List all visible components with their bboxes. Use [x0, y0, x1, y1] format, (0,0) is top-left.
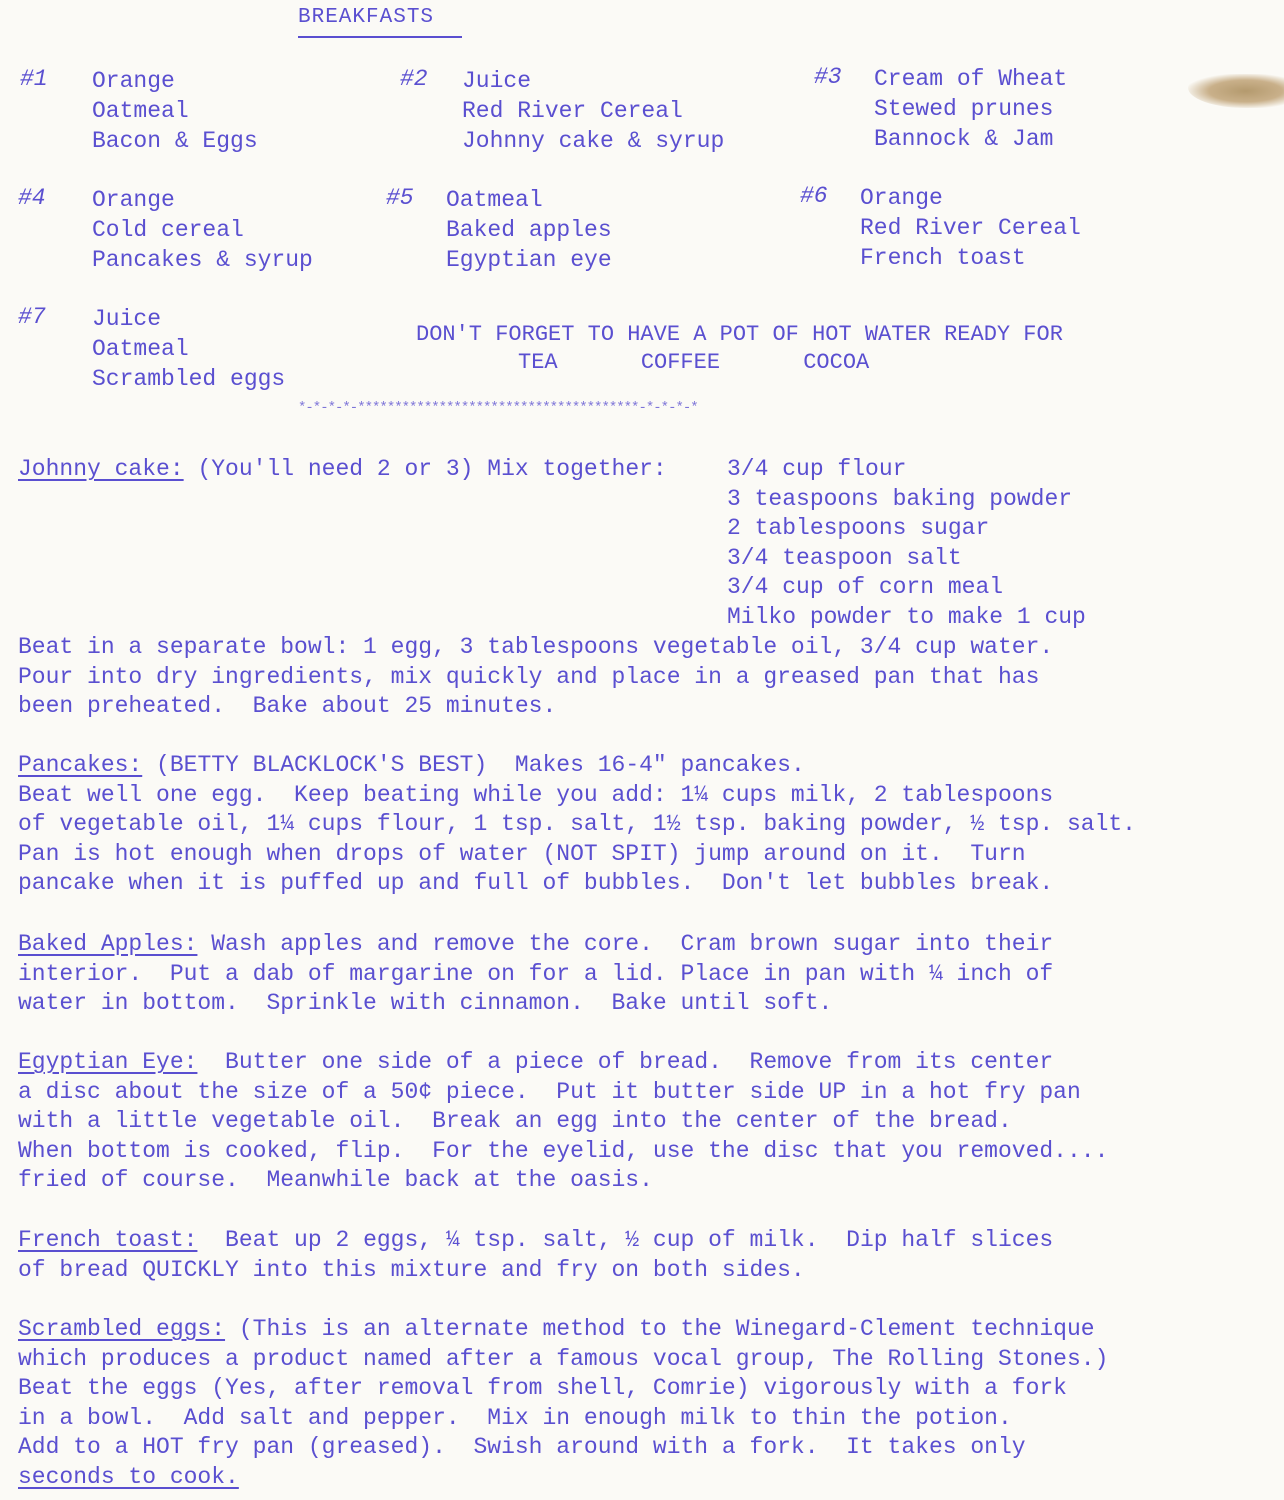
menu-item: Scrambled eggs [92, 366, 286, 392]
menu-number-2: #2 [400, 66, 428, 92]
recipe-line: Beat in a separate bowl: 1 egg, 3 tablespoons vegetable oil, 3/4 cup water. [18, 634, 1054, 660]
ingredient: 3/4 cup flour [727, 456, 907, 482]
recipe-line: interior. Put a dab of margarine on for a lid. Place in pan with ¼ inch of [18, 960, 1054, 987]
recipe-line: which produces a product named after a famous vocal group, The Rolling Stones.) [18, 1345, 1109, 1372]
recipe-label: French toast: [18, 1227, 198, 1253]
menu-items-5 [446, 185, 612, 275]
menu-number-7: #7 [18, 304, 46, 330]
menu-items-7 [92, 304, 285, 394]
menu-items-6 [860, 183, 1081, 273]
recipe-line: in a bowl. Add salt and pepper. Mix in enough milk to thin the potion. [18, 1404, 1012, 1431]
ingredient: 2 tablespoons sugar [727, 515, 990, 542]
recipe-line: fried of course. Meanwhile back at the oasis. [18, 1167, 653, 1194]
menu-item: Stewed prunes [874, 96, 1054, 122]
menu-number-6: #6 [800, 183, 828, 209]
menu-item: Juice [92, 306, 162, 332]
hot-water-notice: DON'T FORGET TO HAVE A POT OF HOT WATER READY FOR [416, 322, 1063, 347]
ingredient: Milko powder to make 1 cup [727, 603, 1086, 630]
recipe-line: Beat well one egg. Keep beating while you add: 1¼ cups milk, 2 tablespoons [18, 781, 1054, 808]
menu-item: Cold cereal [92, 217, 244, 243]
recipe-line: (BETTY BLACKLOCK'S BEST) Makes 16-4" pancakes. [142, 752, 805, 778]
page-title: BREAKFASTS [298, 6, 435, 29]
menu-item: Johnny cake & syrup [462, 128, 725, 154]
menu-item: Pancakes & syrup [92, 247, 313, 273]
recipe-line: with a little vegetable oil. Break an egg into the center of the bread. [18, 1108, 1012, 1135]
menu-item: Oatmeal [446, 187, 543, 213]
menu-item: French toast [860, 245, 1026, 271]
ingredient: 3 teaspoons baking powder [727, 485, 1073, 512]
menu-item: Orange [92, 68, 175, 94]
ingredient: 3/4 cup of corn meal [727, 574, 1004, 601]
menu-items-4 [92, 185, 313, 275]
recipe-line: pancake when it is puffed up and full of bubbles. Don't let bubbles break. [18, 870, 1054, 897]
recipe-line: Wash apples and remove the core. Cram brown sugar into their [197, 931, 1054, 957]
asterisk-separator: *-*-*-*-**************************************-*-*-*-* [298, 400, 698, 416]
recipe-line: When bottom is cooked, flip. For the eyelid, use the disc that you removed.... [18, 1137, 1109, 1164]
drink-item: TEA [518, 350, 558, 375]
recipe-label: Pancakes: [18, 752, 143, 778]
menu-item: Red River Cereal [860, 215, 1081, 241]
menu-item: Cream of Wheat [874, 66, 1068, 92]
recipe-line: Butter one side of a piece of bread. Remove from its center [197, 1049, 1054, 1075]
paper-stain [1188, 74, 1284, 108]
menu-item: Red River Cereal [462, 98, 683, 124]
title-underline [298, 36, 462, 38]
recipe-johnny-cake [18, 455, 667, 485]
menu-item: Orange [92, 187, 175, 213]
recipe-line: a disc about the size of a 50¢ piece. Put it butter side UP in a hot fry pan [18, 1078, 1081, 1105]
recipe-line: of vegetable oil, 1¼ cups flour, 1 tsp. salt, 1½ tsp. baking powder, ½ tsp. salt. [18, 811, 1136, 838]
recipe-egyptian-eye [18, 1048, 1108, 1196]
recipe-french-toast [18, 1226, 1053, 1285]
menu-item: Oatmeal [92, 336, 189, 362]
menu-item: Bannock & Jam [874, 126, 1054, 152]
recipe-line: Beat up 2 eggs, ¼ tsp. salt, ½ cup of milk. Dip half slices [197, 1227, 1054, 1253]
menu-item: Baked apples [446, 217, 612, 243]
menu-items-2 [462, 66, 724, 156]
drink-item: COFFEE [640, 350, 721, 375]
recipe-label: Scrambled eggs: [18, 1316, 226, 1342]
recipe-baked-apples [18, 930, 1053, 1019]
menu-number-4: #4 [18, 185, 46, 211]
menu-item: Oatmeal [92, 98, 189, 124]
recipe-line: seconds to cook. [18, 1463, 239, 1490]
menu-item: Juice [462, 68, 532, 94]
drink-item: COCOA [803, 350, 870, 375]
recipe-line: water in bottom. Sprinkle with cinnamon. Bake until soft. [18, 990, 833, 1017]
menu-number-1: #1 [20, 66, 48, 92]
menu-number-5: #5 [386, 185, 414, 211]
ingredient: 3/4 teaspoon salt [727, 544, 962, 571]
menu-items-3 [874, 64, 1067, 154]
recipe-intro: (You'll need 2 or 3) Mix together: [183, 456, 667, 482]
johnny-cake-method [18, 633, 1053, 722]
recipe-label: Johnny cake: [18, 456, 184, 482]
recipe-line: (This is an alternate method to the Winegard-Clement technique [225, 1316, 1095, 1342]
recipe-line: Add to a HOT fry pan (greased). Swish around with a fork. It takes only [18, 1434, 1026, 1461]
recipe-line: Pan is hot enough when drops of water (NOT SPIT) jump around on it. Turn [18, 840, 1026, 867]
menu-item: Bacon & Eggs [92, 128, 258, 154]
recipe-scrambled-eggs [18, 1315, 1108, 1493]
recipe-line: Beat the eggs (Yes, after removal from shell, Comrie) vigorously with a fork [18, 1375, 1067, 1402]
recipe-line: been preheated. Bake about 25 minutes. [18, 693, 557, 720]
recipe-line: Pour into dry ingredients, mix quickly and place in a greased pan that has [18, 663, 1040, 690]
menu-item: Orange [860, 185, 943, 211]
johnny-cake-ingredients [727, 455, 1086, 633]
recipe-line: of bread QUICKLY into this mixture and fry on both sides. [18, 1256, 805, 1283]
menu-items-1 [92, 66, 258, 156]
recipe-label: Baked Apples: [18, 931, 198, 957]
drinks-list [518, 350, 939, 375]
menu-item: Egyptian eye [446, 247, 612, 273]
recipe-label: Egyptian Eye: [18, 1049, 198, 1075]
menu-number-3: #3 [814, 64, 842, 90]
recipe-pancakes [18, 751, 1136, 899]
